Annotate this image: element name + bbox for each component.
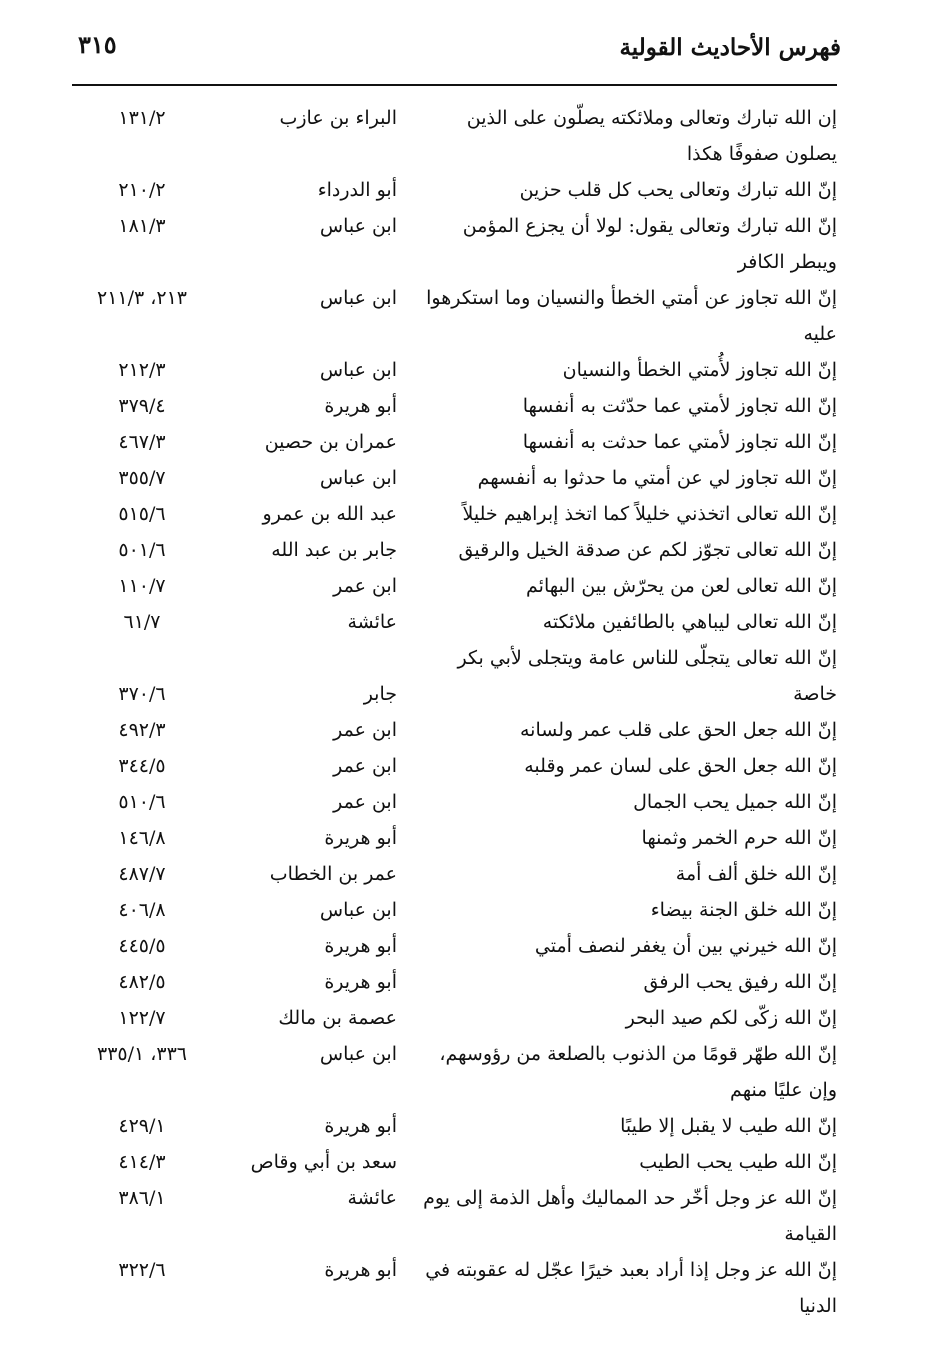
header-rule (72, 84, 837, 86)
narrator: أبو هريرة (324, 1115, 397, 1137)
volume-page-ref: ٢١٠/٢ (118, 179, 166, 201)
index-entry (67, 784, 837, 820)
hadith-text: إنّ الله تجاوز عن أمتي الخطأ والنسيان وما استكرهوا عليه (426, 287, 837, 345)
hadith-text: إنّ الله زكّى لكم صيد البحر (625, 1007, 837, 1029)
index-entry (67, 280, 837, 352)
hadith-text: إنّ الله تبارك وتعالى يحب كل قلب حزين (519, 179, 837, 201)
narrator: عائشة (347, 1187, 397, 1209)
hadith-text: إنّ الله عز وجل إذا أراد بعبد خيرًا عجّل له عقوبته في الدنيا (425, 1259, 837, 1317)
volume-page-ref: ٢١٢/٣ (118, 359, 166, 381)
hadith-text: إنّ الله رفيق يحب الرفق (643, 971, 837, 993)
hadith-text: إنّ الله تجاوز لي عن أمتي ما حدثوا به أنفسهم (477, 467, 837, 489)
index-entry (67, 640, 837, 712)
narrator: ابن عباس (319, 359, 397, 381)
volume-page-ref: ٣٨٦/١ (118, 1187, 166, 1209)
hadith-text: إنّ الله جعل الحق على لسان عمر وقلبه (524, 755, 837, 777)
hadith-text: إنّ الله تعالى لعن من يحرّش بين البهائم (526, 575, 837, 597)
volume-page-ref: ٤٤٥/٥ (118, 935, 166, 957)
index-entry (67, 892, 837, 928)
hadith-text: إنّ الله خيرني بين أن يغفر لنصف أمتي (534, 935, 837, 957)
index-entry (67, 496, 837, 532)
narrator: ابن عمر (333, 719, 397, 741)
index-entry (67, 352, 837, 388)
hadith-text: إنّ الله تجاوز لأمتي عما حدثت به أنفسها (522, 431, 837, 453)
narrator: جابر (363, 683, 397, 705)
narrator: أبو هريرة (324, 1259, 397, 1281)
hadith-text: إنّ الله تجاوز لأُمتي الخطأ والنسيان (562, 359, 837, 381)
hadith-text: إنّ الله حرم الخمر وثمنها (641, 827, 837, 849)
index-entry (67, 532, 837, 568)
volume-page-ref: ٤١٤/٣ (118, 1151, 166, 1173)
narrator: ابن عمر (333, 791, 397, 813)
index-entry (67, 856, 837, 892)
volume-page-ref: ٥١٠/٦ (118, 791, 166, 813)
narrator: عمران بن حصين (264, 431, 397, 453)
volume-page-ref: ٣٢٢/٦ (118, 1259, 166, 1281)
volume-page-ref: ١٨١/٣ (118, 215, 166, 237)
hadith-text: إنّ الله تعالى ليباهي بالطائفين ملائكته (542, 611, 837, 633)
index-entry (67, 1036, 837, 1108)
narrator: أبو هريرة (324, 935, 397, 957)
index-entry (67, 208, 837, 280)
volume-page-ref: ١١٠/٧ (118, 575, 166, 597)
narrator: ابن عمر (333, 755, 397, 777)
volume-page-ref: ٤٩٢/٣ (118, 719, 166, 741)
index-entry (67, 1252, 837, 1324)
narrator: البراء بن عازب (279, 107, 397, 129)
hadith-text: إنّ الله طيب لا يقبل إلا طيبًا (620, 1115, 837, 1137)
hadith-text: إنّ الله طيب يحب الطيب (639, 1151, 837, 1173)
index-entry (67, 1000, 837, 1036)
narrator: ابن عباس (319, 1043, 397, 1065)
index-entry (67, 712, 837, 748)
narrator: ابن عباس (319, 467, 397, 489)
volume-page-ref: ٤٠٦/٨ (118, 899, 166, 921)
volume-page-ref: ٤٨٢/٥ (118, 971, 166, 993)
hadith-text: إنّ الله طهّر قومًا من الذنوب بالصلعة من رؤوسهم، وإن عليًا منهم (439, 1043, 837, 1101)
volume-page-ref: ٣٧٩/٤ (118, 395, 166, 417)
hadith-text: إنّ الله خلق الجنة بيضاء (650, 899, 837, 921)
volume-page-ref: ٣٥٥/٧ (118, 467, 166, 489)
hadith-text: إنّ الله تعالى تجوّز لكم عن صدقة الخيل والرقيق (458, 539, 837, 561)
index-entry (67, 1180, 837, 1252)
volume-page-ref: ٤٨٧/٧ (118, 863, 166, 885)
page-header (72, 28, 841, 72)
volume-page-ref: ٥١٥/٦ (118, 503, 166, 525)
narrator: ابن عباس (319, 287, 397, 309)
hadith-text: إنّ الله تجاوز لأمتي عما حدّثت به أنفسها (522, 395, 837, 417)
volume-page-ref: ٤٢٩/١ (118, 1115, 166, 1137)
narrator: جابر بن عبد الله (271, 539, 397, 561)
narrator: ابن عمر (333, 575, 397, 597)
narrator: أبو هريرة (324, 971, 397, 993)
hadith-text: إنّ الله جميل يحب الجمال (633, 791, 837, 813)
index-entry (67, 388, 837, 424)
page-number: ٣١٥ (78, 30, 117, 59)
narrator: أبو الدرداء (317, 179, 397, 201)
index-entry (67, 100, 837, 172)
volume-page-ref: ٤٦٧/٣ (118, 431, 166, 453)
hadith-text: إنّ الله جعل الحق على قلب عمر ولسانه (519, 719, 837, 741)
volume-page-ref: ٣٣٦، ٣٣٥/١ (96, 1043, 188, 1065)
narrator: أبو هريرة (324, 827, 397, 849)
index-entry (67, 1108, 837, 1144)
narrator: ابن عباس (319, 215, 397, 237)
hadith-text: إنّ الله خلق ألف أمة (675, 863, 837, 885)
narrator: أبو هريرة (324, 395, 397, 417)
narrator: ابن عباس (319, 899, 397, 921)
page-title: فهرس الأحاديث القولية (619, 34, 841, 61)
narrator: سعد بن أبي وقاص (250, 1151, 397, 1173)
volume-page-ref: ٥٠١/٦ (118, 539, 166, 561)
index-entry (67, 604, 837, 640)
index-entry (67, 1144, 837, 1180)
narrator: عمر بن الخطاب (269, 863, 397, 885)
volume-page-ref: ٣٤٤/٥ (118, 755, 166, 777)
hadith-index-list (67, 100, 837, 1324)
hadith-text: إنّ الله تبارك وتعالى يقول: لولا أن يجزع المؤمن ويبطر الكافر (462, 215, 837, 273)
volume-page-ref: ٣٧٠/٦ (118, 683, 166, 705)
narrator: عائشة (347, 611, 397, 633)
volume-page-ref: ٢١٣، ٢١١/٣ (96, 287, 188, 309)
index-entry (67, 964, 837, 1000)
index-entry (67, 424, 837, 460)
volume-page-ref: ١٤٦/٨ (118, 827, 166, 849)
hadith-text: إنّ الله تعالى اتخذني خليلاً كما اتخذ إبراهيم خليلاً (462, 503, 837, 525)
volume-page-ref: ١٣١/٢ (118, 107, 166, 129)
volume-page-ref: ٦١/٧ (123, 611, 161, 633)
index-entry (67, 820, 837, 856)
index-entry (67, 460, 837, 496)
narrator: عبد الله بن عمرو (262, 503, 397, 525)
index-entry (67, 748, 837, 784)
index-entry (67, 928, 837, 964)
hadith-text: إنّ الله عز وجل أخّر حد المماليك وأهل الذمة إلى يوم القيامة (423, 1187, 837, 1245)
index-entry (67, 568, 837, 604)
narrator: عصمة بن مالك (278, 1007, 397, 1029)
hadith-text: إن الله تبارك وتعالى وملائكته يصلّون على الذين يصلون صفوفًا هكذا (466, 107, 837, 165)
hadith-text: إنّ الله تعالى يتجلّى للناس عامة ويتجلى لأبي بكر خاصة (457, 647, 837, 705)
volume-page-ref: ١٢٢/٧ (118, 1007, 166, 1029)
index-entry (67, 172, 837, 208)
